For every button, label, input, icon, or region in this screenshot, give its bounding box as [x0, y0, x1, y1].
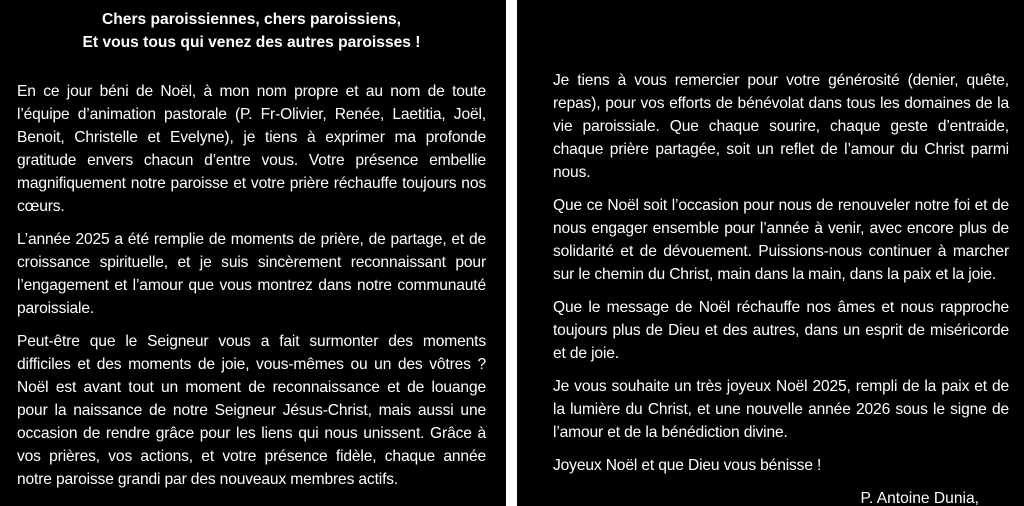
- paragraph-gratitude: En ce jour béni de Noël, à mon nom propre et au nom de toute l’équipe d’animation pastorale (P. Fr-Olivier, Renée, Laetitia, Joël, Benoit, Christelle et Evelyne), je tiens à exprimer ma profonde gratitude envers chacun d’entre vous. Votre présence embellie magnifiquement notre paroisse et votre prière réchauffe toujours nos cœurs.: [17, 83, 486, 215]
- paragraph-year-2025: L’année 2025 a été remplie de moments de prière, de partage, et de croissance spirituelle, et je suis sincèrement reconnaissant pour l’engagement et l’amour que vous montrez dans notre communauté paroissiale.: [17, 231, 486, 317]
- paragraph-thanks: Je tiens à vous remercier pour votre générosité (denier, quête, repas), pour vos efforts de bénévolat dans tous les domaines de la vie paroissiale. Que chaque sourire, chaque geste d’entraide, chaque prière partagée, soit un reflet de l’amour du Christ parmi nous.: [553, 72, 1009, 181]
- letter-panel-right: [517, 0, 1024, 506]
- greeting-heading: [17, 8, 486, 54]
- greeting-line-2: Et vous tous qui venez des autres paroisses !: [82, 34, 421, 51]
- greeting-line-1: Chers paroissiennes, chers paroissiens,: [101, 11, 401, 28]
- paragraph-message: Que le message de Noël réchauffe nos âmes et nous rapproche toujours plus de Dieu et des autres, dans un esprit de miséricorde et de joie.: [553, 299, 1009, 362]
- signature: P. Antoine Dunia,: [860, 490, 979, 506]
- paragraph-renewal: Que ce Noël soit l’occasion pour nous de renouveler notre foi et de nous engager ensemble pour l’année à venir, avec encore plus de solidarité et de dévouement. Puissions-nous continuer à marcher sur le chemin du Christ, main dans la main, dans la paix et la joie.: [553, 197, 1009, 283]
- paragraph-noel-reflection: Peut-être que le Seigneur vous a fait surmonter des moments difficiles et des moments de joie, vous-mêmes ou un des vôtres ? Noël est avant tout un moment de reconnaissance et de louange pour la naissance de notre Seigneur Jésus-Christ, mais aussi une occasion de rendre grâce pour les liens qui nous unissent. Grâce à vos prières, vos actions, et votre présence fidèle, chaque année notre paroisse grandi par des nouveaux membres actifs.: [17, 333, 486, 488]
- paragraph-wishes: Je vous souhaite un très joyeux Noël 2025, rempli de la paix et de la lumière du Christ, et une nouvelle année 2026 sous le signe de l’amour et de la bénédiction divine.: [553, 378, 1009, 441]
- paragraph-blessing: Joyeux Noël et que Dieu vous bénisse !: [553, 457, 822, 474]
- letter-panel-left: [0, 0, 506, 506]
